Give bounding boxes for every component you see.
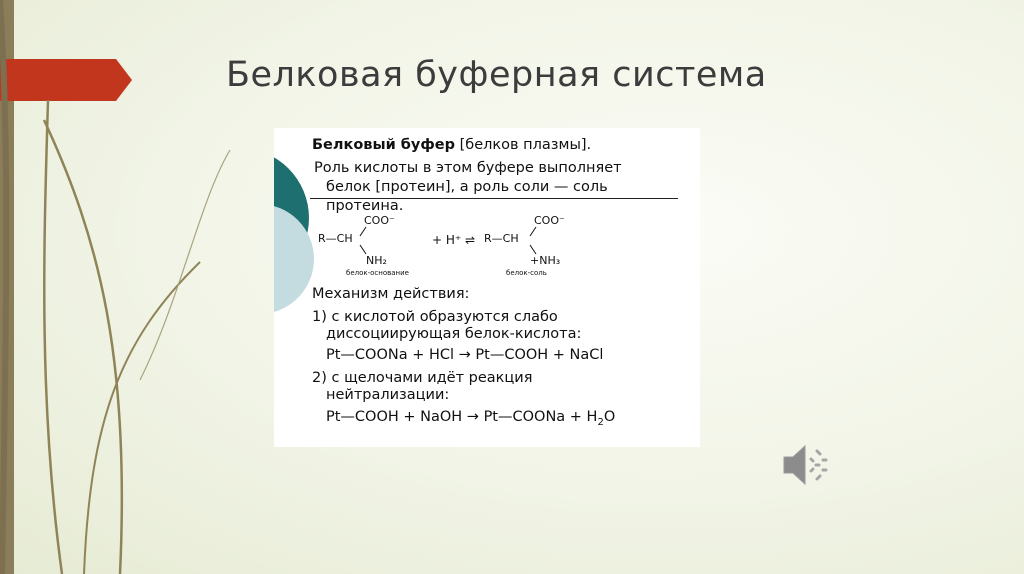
buffer-heading-line <box>312 137 591 154</box>
left-coo-label: COO⁻ <box>364 214 395 227</box>
decorative-stems <box>0 0 260 574</box>
equation-2-main: Pt—COOH + NaOH → Pt—COONa + H <box>326 409 598 425</box>
speaker-icon[interactable] <box>780 440 836 490</box>
plus-proton-label: + H⁺ ⇌ <box>432 233 476 247</box>
point-2-line-1: 2) с щелочами идёт реакция <box>312 370 533 386</box>
right-caption: белок-соль <box>506 269 547 277</box>
equation-2 <box>326 409 615 431</box>
equation-2-subscript: 2 <box>597 416 604 428</box>
description-line-2: белок [протеин], а роль соли — соль <box>326 179 608 195</box>
buffer-heading-rest: [белков плазмы]. <box>454 137 592 153</box>
left-rch-label: R—CH <box>318 232 353 245</box>
reaction-scheme <box>304 212 604 278</box>
right-rch-label: R—CH <box>484 232 519 245</box>
left-nh2-label: NH₂ <box>366 254 387 267</box>
left-caption: белок-основание <box>346 269 409 277</box>
content-image-panel <box>274 128 700 447</box>
equation-1: Pt—COONa + HCl → Pt—COOH + NaCl <box>326 347 604 363</box>
equation-2-tail: O <box>603 409 616 425</box>
point-1-line-2: диссоциирующая белок-кислота: <box>326 326 582 342</box>
mechanism-title: Механизм действия: <box>312 286 470 302</box>
point-1-line-1: 1) с кислотой образуются слабо <box>312 309 558 325</box>
slide-title: Белковая буферная система <box>226 55 767 95</box>
right-nh3-label: +NH₃ <box>530 254 561 267</box>
point-2-line-2: нейтрализации: <box>326 387 450 403</box>
description-line-3: протеина. <box>326 198 404 214</box>
description-line-1: Роль кислоты в этом буфере выполняет <box>314 160 622 176</box>
right-coo-label: COO⁻ <box>534 214 565 227</box>
buffer-heading-bold: Белковый буфер <box>312 137 455 153</box>
